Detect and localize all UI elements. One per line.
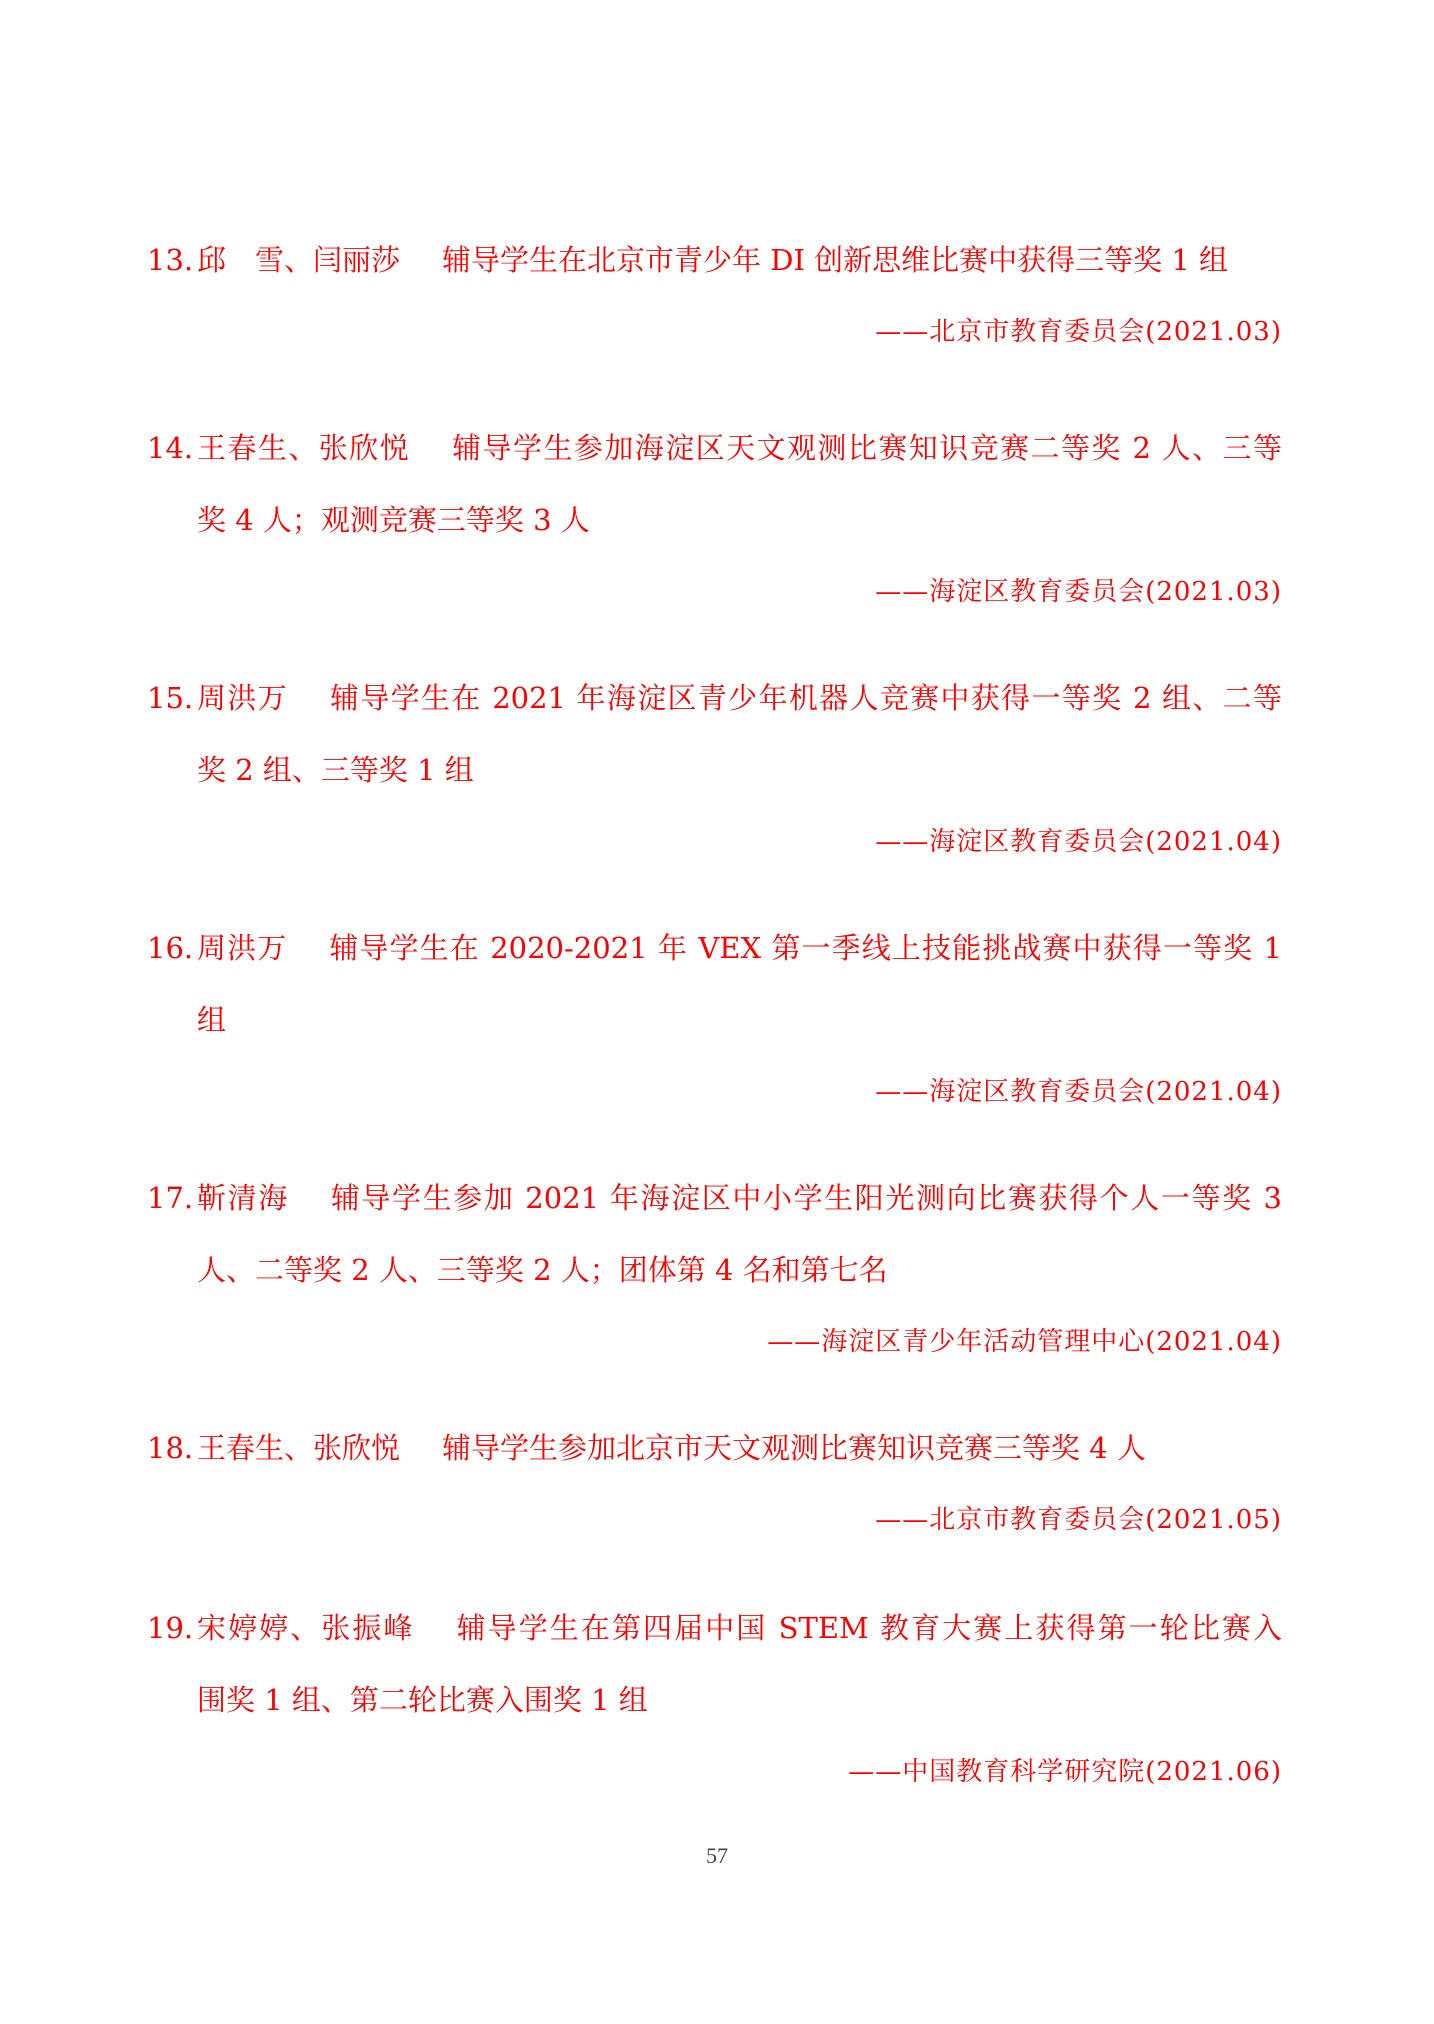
entry-description-continued: 组: [197, 1003, 227, 1037]
entry-text: [197, 930, 1282, 966]
entry-number: 18.: [147, 1431, 194, 1465]
entry-text: [197, 242, 1282, 278]
entry-line-1: [147, 1430, 1282, 1466]
entry-description: 辅导学生参加海淀区天文观测比赛知识竞赛二等奖 2 人、三等: [452, 431, 1282, 465]
entry-description: 辅导学生参加 2021 年海淀区中小学生阳光测向比赛获得个人一等奖 3: [330, 1181, 1282, 1215]
entry-line-1: [147, 930, 1282, 966]
entry-number: 16.: [147, 931, 194, 965]
entry-line-2: [197, 502, 1282, 538]
entry-line-1: [147, 680, 1282, 716]
teacher-names: 邱 雪、闫丽莎: [197, 243, 401, 277]
entry-line-2: [197, 1002, 1282, 1038]
entry-source: ——北京市教育委员会(2021.05): [875, 1505, 1282, 1535]
teacher-names: 靳清海: [197, 1181, 289, 1215]
teacher-names: 宋婷婷、张振峰: [197, 1611, 415, 1645]
entry-text: [197, 430, 1282, 466]
entry-line-2: [197, 752, 1282, 788]
entry-description: 辅导学生参加北京市天文观测比赛知识竞赛三等奖 4 人: [442, 1431, 1146, 1465]
teacher-names: 周洪万: [197, 681, 288, 715]
award-entry-13: [147, 242, 1282, 350]
entry-line-1: [147, 242, 1282, 278]
teacher-names: 周洪万: [197, 931, 288, 965]
entry-description-continued: 奖 2 组、三等奖 1 组: [197, 753, 474, 787]
teacher-names: 王春生、张欣悦: [197, 431, 411, 465]
entry-text: [197, 1430, 1282, 1466]
teacher-names: 王春生、张欣悦: [197, 1431, 401, 1465]
entry-description: 辅导学生在 2021 年海淀区青少年机器人竞赛中获得一等奖 2 组、二等: [330, 681, 1282, 715]
entry-description-continued: 人、二等奖 2 人、三等奖 2 人；团体第 4 名和第七名: [197, 1253, 888, 1287]
entry-description: 辅导学生在第四届中国 STEM 教育大赛上获得第一轮比赛入: [456, 1611, 1282, 1645]
page-number: 57: [706, 1843, 728, 1868]
entry-number: 15.: [147, 681, 194, 715]
award-entry-16: [147, 930, 1282, 1110]
entry-line-2: [197, 1682, 1282, 1718]
entry-text: [197, 1180, 1282, 1216]
entry-text: [197, 680, 1282, 716]
award-entry-19: [147, 1610, 1282, 1790]
entry-source: ——北京市教育委员会(2021.03): [875, 317, 1282, 347]
entry-source: ——海淀区教育委员会(2021.04): [875, 827, 1282, 857]
entry-source: ——海淀区青少年活动管理中心(2021.04): [767, 1327, 1282, 1357]
entry-number: 17.: [147, 1181, 194, 1215]
award-entry-15: [147, 680, 1282, 860]
entry-source: ——海淀区教育委员会(2021.03): [875, 577, 1282, 607]
entry-source: ——海淀区教育委员会(2021.04): [875, 1077, 1282, 1107]
award-entry-17: [147, 1180, 1282, 1360]
entry-number: 19.: [147, 1611, 194, 1645]
entry-number: 14.: [147, 431, 194, 465]
award-entry-14: [147, 430, 1282, 610]
entry-description: 辅导学生在北京市青少年 DI 创新思维比赛中获得三等奖 1 组: [442, 243, 1229, 277]
entry-line-1: [147, 1610, 1282, 1646]
entry-description-continued: 奖 4 人；观测竞赛三等奖 3 人: [197, 503, 590, 537]
entry-description: 辅导学生在 2020-2021 年 VEX 第一季线上技能挑战赛中获得一等奖 1: [329, 931, 1282, 965]
entry-line-1: [147, 430, 1282, 466]
entry-description-continued: 围奖 1 组、第二轮比赛入围奖 1 组: [197, 1683, 648, 1717]
entry-line-2: [197, 1252, 1282, 1288]
entry-line-1: [147, 1180, 1282, 1216]
award-entry-18: [147, 1430, 1282, 1538]
entry-source: ——中国教育科学研究院(2021.06): [848, 1757, 1282, 1787]
entry-text: [197, 1610, 1282, 1646]
entry-number: 13.: [147, 243, 194, 277]
